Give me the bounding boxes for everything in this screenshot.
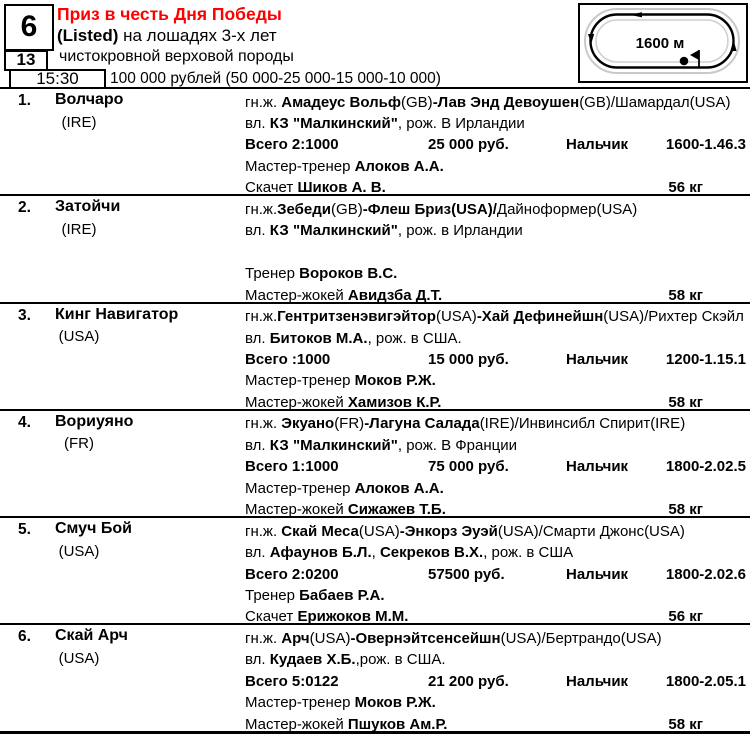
race-number: 6: [4, 4, 54, 51]
jockey-line: [245, 714, 750, 735]
track-oval-icon: [580, 5, 745, 80]
text-segment: , рож. в США.: [367, 329, 462, 347]
trainer-line: [245, 156, 750, 177]
career-total: Всего :1000: [245, 350, 331, 368]
text-segment: Скачет: [245, 608, 298, 626]
earnings: 25 000 руб.: [428, 136, 509, 154]
text-segment: (USA): [358, 522, 400, 540]
text-segment: Бабаев Р.А.: [299, 587, 385, 604]
text-segment: Мастер-тренер: [245, 479, 355, 497]
text-segment: вл.: [245, 651, 270, 669]
carried-weight: 58 кг: [668, 286, 703, 304]
entries-list: [0, 87, 750, 734]
text-segment: Вороков В.С.: [299, 265, 398, 283]
text-segment: Битоков М.А.: [269, 329, 368, 347]
prize-money-line: 100 000 рублей (50 000-25 000-15 000-10 000): [110, 70, 441, 87]
hippodrome: Нальчик: [566, 350, 629, 368]
career-total: Всего 1:1000: [245, 458, 339, 476]
text-segment: Хамизов К.Р.: [347, 393, 442, 411]
direction-arrow-icon: [588, 34, 594, 44]
entry-row: [0, 194, 750, 304]
text-segment: КЗ "Малкинский": [269, 114, 398, 132]
pedigree-line: [245, 199, 750, 220]
text-segment: Кудаев Х.Б.: [269, 651, 356, 669]
text-segment: Алоков А.А.: [354, 479, 444, 497]
text-segment: (GB): [331, 200, 363, 218]
hippodrome: Нальчик: [566, 136, 629, 154]
text-segment: Шиков А. В.: [297, 179, 386, 197]
earnings: 15 000 руб.: [428, 350, 509, 368]
text-segment: Дайноформер(USA): [496, 200, 638, 218]
entry-row: [0, 87, 750, 197]
text-segment: Мастер-жокей: [245, 286, 348, 304]
race-secondary-number: 13: [4, 50, 48, 71]
hippodrome: Нальчик: [566, 458, 629, 476]
horse-number: 6.: [18, 628, 31, 646]
text-segment: Зебеди: [277, 200, 332, 218]
horse-country: (USA): [58, 328, 100, 346]
text-segment: Моков Р.Ж.: [354, 694, 436, 712]
trainer-line: [245, 263, 750, 284]
horse-country: (USA): [58, 649, 100, 667]
pedigree-line: [245, 306, 750, 327]
owner-line: [245, 328, 750, 349]
text-segment: (USA): [435, 308, 477, 326]
text-segment: -Хай Дефинейшн: [476, 308, 604, 326]
pedigree-line: [245, 521, 750, 542]
text-segment: гн.ж.: [245, 629, 282, 647]
stats-line: [245, 456, 750, 477]
text-segment: гн.ж.: [245, 522, 282, 540]
horse-name: Вориуяно: [55, 412, 134, 430]
best-record: 1800-2.05.1: [665, 672, 746, 690]
stats-line: [245, 671, 750, 692]
race-start-time: 15:30: [9, 69, 106, 89]
owner-line: [245, 113, 750, 134]
text-segment: -Лав Энд Девоушен: [432, 93, 580, 111]
race-title: Приз в честь Дня Победы: [57, 4, 282, 24]
text-segment: Тренер: [245, 587, 300, 604]
trainer-line: [245, 585, 750, 606]
text-segment: Авидзба Д.Т.: [347, 286, 443, 304]
earnings: 21 200 руб.: [428, 672, 509, 690]
text-segment: -Овернэйтсенсейшн: [350, 629, 501, 647]
jockey-name: [245, 716, 447, 733]
horse-number: 1.: [18, 92, 31, 109]
owner-line: [245, 649, 750, 670]
text-segment: Мастер-тренер: [245, 694, 355, 712]
horse-number: 2.: [18, 199, 31, 217]
stats-line: [245, 134, 750, 155]
entry-details: [245, 199, 750, 306]
text-segment: ,рож. в США.: [355, 651, 446, 669]
text-segment: , рож. В Франции: [397, 436, 517, 454]
direction-arrow-icon: [630, 12, 642, 17]
text-segment: КЗ "Малкинский": [269, 436, 398, 454]
text-segment: КЗ "Малкинский": [269, 222, 398, 240]
text-segment: , рож. в Ирландии: [397, 222, 523, 240]
text-segment: Мастер-тренер: [245, 157, 355, 175]
best-record: 1800-2.02.6: [665, 565, 746, 583]
text-segment: Скай Меса: [281, 522, 359, 540]
owner-line: [245, 220, 750, 241]
pedigree-line: [245, 413, 750, 434]
best-record: 1800-2.02.5: [665, 458, 746, 476]
text-segment: вл.: [245, 114, 270, 132]
horse-country: (USA): [58, 542, 100, 560]
carried-weight: 58 кг: [668, 715, 703, 733]
carried-weight: 58 кг: [668, 393, 703, 411]
horse-name: Кинг Навигатор: [55, 305, 179, 323]
text-segment: (IRE)/Инвинсибл Спирит(IRE): [479, 415, 686, 433]
entry-details: [245, 521, 750, 628]
text-segment: вл.: [245, 329, 270, 347]
career-total: Всего 2:0200: [245, 565, 339, 583]
stats-line: [245, 564, 750, 585]
horse-name: Затойчи: [55, 198, 121, 216]
best-record: 1200-1.15.1: [665, 350, 746, 368]
earnings: 57500 руб.: [428, 565, 505, 583]
text-segment: Мастер-жокей: [245, 393, 348, 411]
start-flag-icon: [690, 50, 699, 60]
text-segment: (USA)/Смарти Джонс(USA): [497, 522, 685, 540]
owner-line: [245, 435, 750, 456]
text-segment: ,: [371, 544, 380, 562]
text-segment: гн.ж.: [245, 415, 282, 433]
career-total: Всего 2:1000: [245, 136, 339, 154]
text-segment: Афаунов Б.Л.: [269, 544, 372, 562]
text-segment: Гентритзенэвигэйтор: [277, 308, 436, 326]
text-segment: (FR): [334, 415, 365, 433]
career-total: Всего 5:0122: [245, 672, 339, 690]
text-segment: Мастер-тренер: [245, 372, 355, 390]
text-segment: -Флеш Бриз(USA)/: [362, 200, 497, 218]
entry-row: [0, 409, 750, 519]
text-segment: Амадеус Вольф: [281, 93, 402, 111]
text-segment: , рож. В Ирландии: [397, 114, 525, 132]
text-segment: Арч: [281, 629, 310, 647]
pedigree-line: [245, 92, 750, 113]
text-segment: вл.: [245, 436, 270, 454]
hippodrome: Нальчик: [566, 565, 629, 583]
direction-arrow-icon: [730, 40, 736, 51]
text-segment: гн.ж.: [245, 200, 278, 218]
text-segment: вл.: [245, 222, 270, 240]
text-segment: (USA)/Рихтер Скэйл: [603, 308, 744, 326]
text-segment: Мастер-жокей: [245, 501, 348, 519]
text-segment: Мастер-жокей: [245, 715, 348, 733]
horse-number: 4.: [18, 413, 31, 431]
race-conditions-text: на лошадях 3-х лет: [118, 26, 277, 45]
race-breed-line: чистокровной верховой породы: [59, 48, 294, 65]
start-marker-icon: [680, 57, 689, 66]
text-segment: (GB): [401, 93, 433, 111]
track-distance-label: 1600 м: [635, 35, 685, 52]
horse-name: Волчаро: [55, 91, 124, 108]
entry-details: [245, 413, 750, 520]
entry-row: [0, 516, 750, 626]
text-segment: -Энкорз Эуэй: [399, 522, 498, 540]
text-segment: Экуано: [281, 415, 335, 433]
entry-details: [245, 628, 750, 735]
best-record: 1600-1.46.3: [665, 136, 746, 154]
stats-line: [245, 242, 750, 263]
text-segment: (GB)/Шамардал(USA): [579, 93, 731, 111]
earnings: 75 000 руб.: [428, 458, 509, 476]
text-segment: Моков Р.Ж.: [354, 372, 436, 390]
text-segment: -Лагуна Салада: [364, 415, 480, 433]
horse-country: (FR): [64, 435, 94, 453]
hippodrome: Нальчик: [566, 672, 629, 690]
stats-line: [245, 349, 750, 370]
entry-row: [0, 302, 750, 409]
entry-details: [245, 92, 750, 199]
text-segment: Алоков А.А.: [354, 157, 444, 175]
text-segment: Сижажев Т.Б.: [347, 501, 446, 519]
text-segment: Тренер: [245, 265, 300, 283]
text-segment: Скачет: [245, 179, 298, 197]
entry-details: [245, 306, 750, 413]
horse-name: Смуч Бой: [55, 520, 132, 538]
trainer-line: [245, 370, 750, 391]
race-status-listed: (Listed): [57, 26, 119, 45]
pedigree-line: [245, 628, 750, 649]
trainer-line: [245, 478, 750, 499]
horse-country: (IRE): [61, 220, 97, 238]
entry-row: [0, 623, 750, 733]
track-diagram: [578, 3, 748, 83]
carried-weight: 58 кг: [668, 501, 703, 519]
horse-number: 5.: [18, 521, 31, 539]
text-segment: гн.ж.: [245, 308, 278, 326]
horse-country: (IRE): [61, 113, 97, 131]
text-segment: (USA)/Бертрандо(USA): [500, 629, 662, 647]
carried-weight: 56 кг: [668, 179, 703, 197]
race-conditions: [57, 26, 277, 46]
text-segment: Секреков В.Х.: [379, 544, 484, 562]
text-segment: вл.: [245, 544, 270, 562]
carried-weight: 56 кг: [668, 608, 703, 626]
text-segment: Пшуков Ам.Р.: [347, 715, 448, 733]
horse-name: Скай Арч: [55, 627, 128, 645]
trainer-line: [245, 692, 750, 713]
text-segment: гн.ж.: [245, 93, 282, 111]
owner-line: [245, 542, 750, 563]
text-segment: (USA): [309, 629, 351, 647]
horse-number: 3.: [18, 306, 31, 324]
text-segment: , рож. в США: [483, 544, 574, 562]
text-segment: Ерижоков М.М.: [297, 608, 409, 626]
